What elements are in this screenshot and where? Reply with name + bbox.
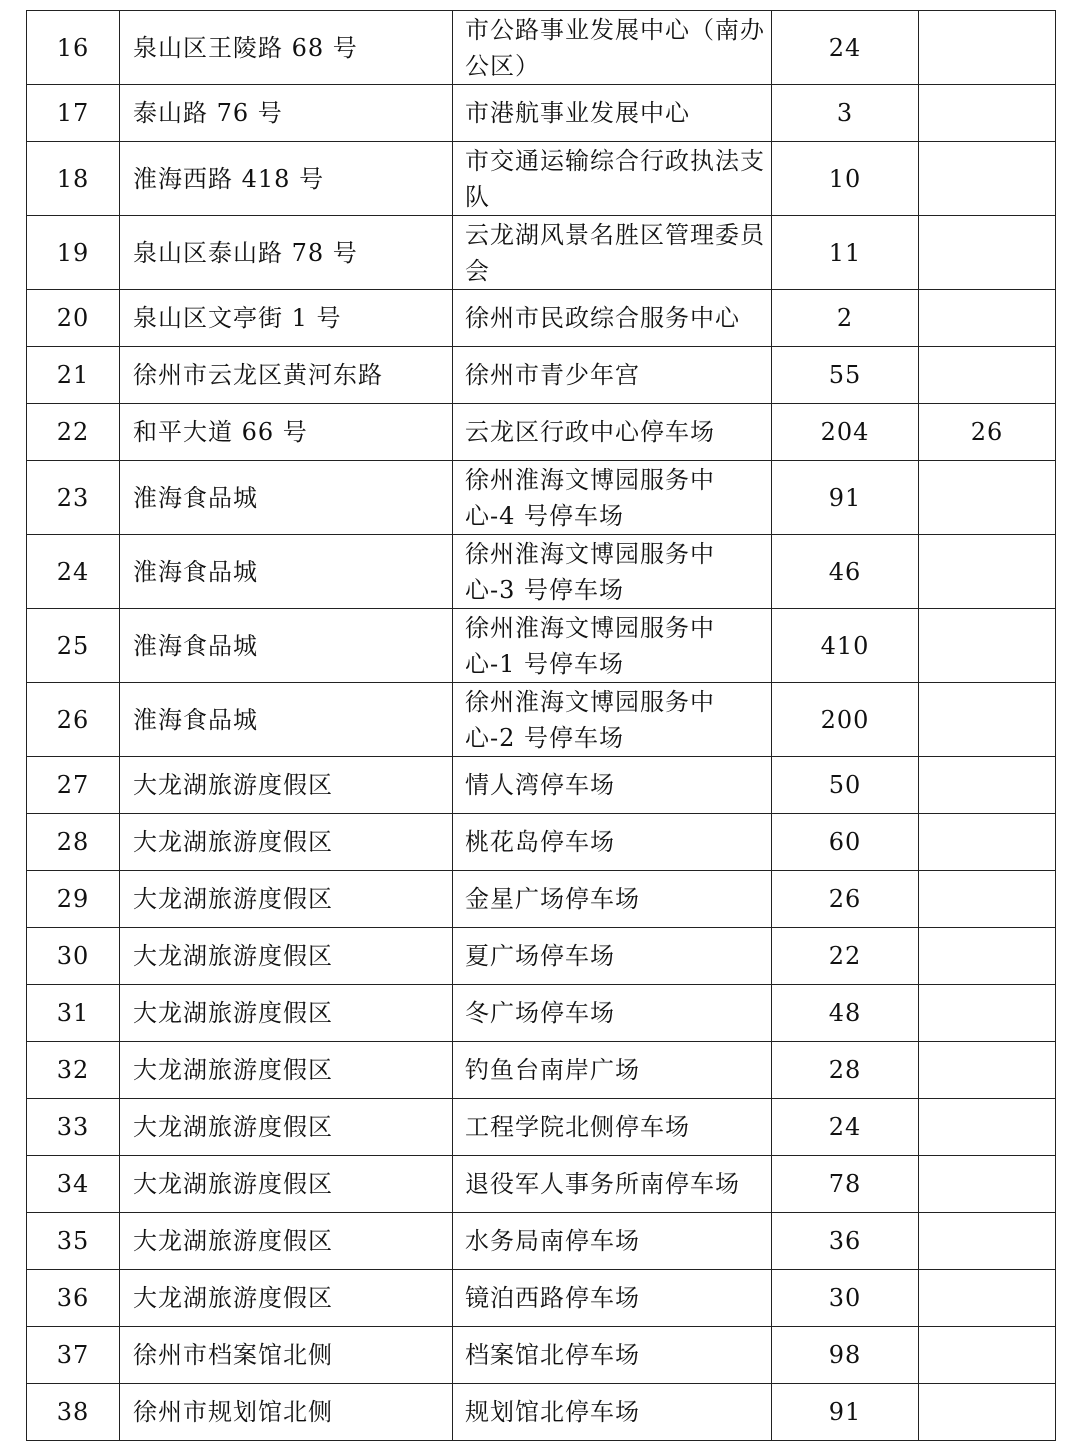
unit-cell: 水务局南停车场: [453, 1213, 772, 1270]
table-row: [27, 535, 1056, 609]
extra-count-cell: [919, 1042, 1056, 1099]
extra-count-cell: [919, 1099, 1056, 1156]
unit-cell: 徐州淮海文博园服务中心-1 号停车场: [453, 609, 772, 683]
table-body: [27, 11, 1056, 1441]
unit-cell: 市公路事业发展中心（南办公区）: [453, 11, 772, 85]
row-number: 32: [27, 1042, 120, 1099]
table-row: [27, 11, 1056, 85]
table-row: [27, 347, 1056, 404]
unit-cell: 云龙区行政中心停车场: [453, 404, 772, 461]
address-cell: 淮海食品城: [120, 609, 453, 683]
table-row: [27, 1156, 1056, 1213]
address-cell: 大龙湖旅游度假区: [120, 871, 453, 928]
unit-cell: 金星广场停车场: [453, 871, 772, 928]
table-row: [27, 1384, 1056, 1441]
address-cell: 徐州市档案馆北侧: [120, 1327, 453, 1384]
extra-count-cell: [919, 142, 1056, 216]
extra-count-cell: [919, 461, 1056, 535]
parking-count-cell: 410: [772, 609, 919, 683]
extra-count-cell: [919, 290, 1056, 347]
extra-count-cell: [919, 1270, 1056, 1327]
unit-cell: 市交通运输综合行政执法支队: [453, 142, 772, 216]
table-row: [27, 216, 1056, 290]
row-number: 20: [27, 290, 120, 347]
unit-cell: 徐州淮海文博园服务中心-2 号停车场: [453, 683, 772, 757]
unit-cell: 市港航事业发展中心: [453, 85, 772, 142]
unit-cell: 徐州淮海文博园服务中心-4 号停车场: [453, 461, 772, 535]
address-cell: 徐州市云龙区黄河东路: [120, 347, 453, 404]
address-cell: 淮海食品城: [120, 461, 453, 535]
extra-count-cell: [919, 757, 1056, 814]
parking-count-cell: 60: [772, 814, 919, 871]
unit-cell: 云龙湖风景名胜区管理委员会: [453, 216, 772, 290]
row-number: 36: [27, 1270, 120, 1327]
unit-cell: 镜泊西路停车场: [453, 1270, 772, 1327]
parking-count-cell: 10: [772, 142, 919, 216]
extra-count-cell: [919, 871, 1056, 928]
row-number: 22: [27, 404, 120, 461]
parking-count-cell: 24: [772, 1099, 919, 1156]
extra-count-cell: [919, 1213, 1056, 1270]
parking-count-cell: 204: [772, 404, 919, 461]
table-row: [27, 404, 1056, 461]
table-row: [27, 1099, 1056, 1156]
address-cell: 淮海西路 418 号: [120, 142, 453, 216]
extra-count-cell: [919, 85, 1056, 142]
parking-count-cell: 30: [772, 1270, 919, 1327]
extra-count-cell: [919, 216, 1056, 290]
address-cell: 大龙湖旅游度假区: [120, 1099, 453, 1156]
unit-cell: 桃花岛停车场: [453, 814, 772, 871]
address-cell: 大龙湖旅游度假区: [120, 1156, 453, 1213]
unit-cell: 冬广场停车场: [453, 985, 772, 1042]
extra-count-cell: [919, 11, 1056, 85]
parking-count-cell: 46: [772, 535, 919, 609]
address-cell: 大龙湖旅游度假区: [120, 985, 453, 1042]
parking-count-cell: 11: [772, 216, 919, 290]
extra-count-cell: [919, 347, 1056, 404]
table-row: [27, 1270, 1056, 1327]
document-page: [26, 10, 1056, 1441]
extra-count-cell: [919, 985, 1056, 1042]
table-row: [27, 142, 1056, 216]
parking-count-cell: 78: [772, 1156, 919, 1213]
row-number: 27: [27, 757, 120, 814]
address-cell: 大龙湖旅游度假区: [120, 1213, 453, 1270]
table-row: [27, 985, 1056, 1042]
address-cell: 大龙湖旅游度假区: [120, 1270, 453, 1327]
parking-count-cell: 22: [772, 928, 919, 985]
address-cell: 泰山路 76 号: [120, 85, 453, 142]
row-number: 33: [27, 1099, 120, 1156]
row-number: 28: [27, 814, 120, 871]
row-number: 31: [27, 985, 120, 1042]
address-cell: 大龙湖旅游度假区: [120, 814, 453, 871]
row-number: 19: [27, 216, 120, 290]
row-number: 26: [27, 683, 120, 757]
extra-count-cell: [919, 928, 1056, 985]
row-number: 34: [27, 1156, 120, 1213]
parking-count-cell: 36: [772, 1213, 919, 1270]
unit-cell: 徐州市青少年宫: [453, 347, 772, 404]
row-number: 16: [27, 11, 120, 85]
extra-count-cell: [919, 683, 1056, 757]
row-number: 35: [27, 1213, 120, 1270]
row-number: 30: [27, 928, 120, 985]
parking-count-cell: 2: [772, 290, 919, 347]
extra-count-cell: [919, 535, 1056, 609]
unit-cell: 夏广场停车场: [453, 928, 772, 985]
unit-cell: 情人湾停车场: [453, 757, 772, 814]
address-cell: 泉山区王陵路 68 号: [120, 11, 453, 85]
row-number: 23: [27, 461, 120, 535]
extra-count-cell: [919, 1384, 1056, 1441]
address-cell: 大龙湖旅游度假区: [120, 757, 453, 814]
table-row: [27, 1327, 1056, 1384]
table-row: [27, 928, 1056, 985]
address-cell: 淮海食品城: [120, 535, 453, 609]
extra-count-cell: [919, 1327, 1056, 1384]
row-number: 17: [27, 85, 120, 142]
table-row: [27, 1213, 1056, 1270]
address-cell: 大龙湖旅游度假区: [120, 1042, 453, 1099]
parking-count-cell: 3: [772, 85, 919, 142]
table-row: [27, 609, 1056, 683]
table-row: [27, 290, 1056, 347]
table-row: [27, 461, 1056, 535]
parking-count-cell: 91: [772, 461, 919, 535]
row-number: 24: [27, 535, 120, 609]
table-row: [27, 1042, 1056, 1099]
parking-count-cell: 55: [772, 347, 919, 404]
address-cell: 泉山区泰山路 78 号: [120, 216, 453, 290]
extra-count-cell: [919, 1156, 1056, 1213]
table-row: [27, 814, 1056, 871]
parking-count-cell: 50: [772, 757, 919, 814]
parking-count-cell: 98: [772, 1327, 919, 1384]
extra-count-cell: [919, 609, 1056, 683]
unit-cell: 钓鱼台南岸广场: [453, 1042, 772, 1099]
address-cell: 泉山区文亭街 1 号: [120, 290, 453, 347]
parking-count-cell: 91: [772, 1384, 919, 1441]
parking-count-cell: 24: [772, 11, 919, 85]
unit-cell: 规划馆北停车场: [453, 1384, 772, 1441]
row-number: 38: [27, 1384, 120, 1441]
parking-count-cell: 48: [772, 985, 919, 1042]
address-cell: 大龙湖旅游度假区: [120, 928, 453, 985]
row-number: 37: [27, 1327, 120, 1384]
parking-count-cell: 28: [772, 1042, 919, 1099]
parking-count-cell: 200: [772, 683, 919, 757]
unit-cell: 工程学院北侧停车场: [453, 1099, 772, 1156]
unit-cell: 徐州市民政综合服务中心: [453, 290, 772, 347]
extra-count-cell: 26: [919, 404, 1056, 461]
table-row: [27, 85, 1056, 142]
row-number: 25: [27, 609, 120, 683]
address-cell: 淮海食品城: [120, 683, 453, 757]
row-number: 18: [27, 142, 120, 216]
row-number: 29: [27, 871, 120, 928]
table-row: [27, 871, 1056, 928]
table-row: [27, 683, 1056, 757]
unit-cell: 档案馆北停车场: [453, 1327, 772, 1384]
unit-cell: 退役军人事务所南停车场: [453, 1156, 772, 1213]
address-cell: 和平大道 66 号: [120, 404, 453, 461]
unit-cell: 徐州淮海文博园服务中心-3 号停车场: [453, 535, 772, 609]
address-cell: 徐州市规划馆北侧: [120, 1384, 453, 1441]
parking-count-cell: 26: [772, 871, 919, 928]
table-row: [27, 757, 1056, 814]
parking-table: [26, 10, 1056, 1441]
extra-count-cell: [919, 814, 1056, 871]
row-number: 21: [27, 347, 120, 404]
